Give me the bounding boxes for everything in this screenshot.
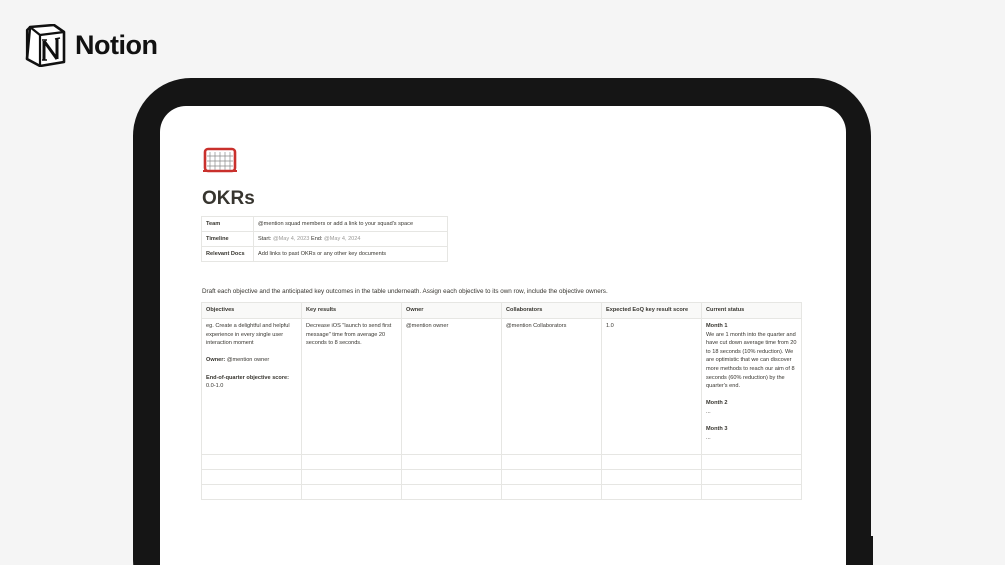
empty-row	[202, 485, 802, 500]
expected-score-cell[interactable]: 1.0	[602, 319, 702, 455]
month-1-label: Month 1	[706, 323, 728, 329]
month-3-label: Month 3	[706, 426, 728, 433]
column-header[interactable]: Owner	[402, 303, 502, 319]
property-key: Timeline	[202, 232, 254, 247]
key-results-cell[interactable]: Decrease iOS "launch to send first message" time from average 20 seconds to 8 seconds.	[302, 319, 402, 455]
empty-cell[interactable]	[502, 485, 602, 500]
column-header[interactable]: Expected EoQ key result score	[602, 303, 702, 319]
empty-cell[interactable]	[702, 455, 802, 470]
hockey-goal-icon[interactable]	[202, 146, 238, 174]
empty-row	[202, 455, 802, 470]
page-title: OKRs	[202, 188, 255, 209]
start-date-mention[interactable]: @May 4, 2023	[272, 236, 310, 242]
empty-cell[interactable]	[402, 470, 502, 485]
empty-cell[interactable]	[202, 470, 302, 485]
empty-cell[interactable]	[402, 485, 502, 500]
intro-text[interactable]: Draft each objective and the anticipated key outcomes in the table underneath. Assign each objective to its own row, include the objective owners.	[202, 288, 608, 295]
month-1-text: We are 1 month into the quarter and have cut down average time from 20 to 18 seconds (10% reduction). We are optimistic that we can discover more methods to reach our aim of 8 seconds (60% reduction) by the quarter's end.	[706, 331, 797, 390]
month-2-label: Month 2	[706, 400, 728, 407]
start-label: Start:	[258, 236, 272, 242]
notion-page	[160, 106, 846, 565]
empty-cell[interactable]	[502, 455, 602, 470]
brand-name: Notion	[75, 30, 158, 60]
properties-table	[201, 216, 448, 262]
property-value[interactable]: Add links to past OKRs or any other key documents	[254, 247, 448, 262]
month-2-text: ...	[706, 408, 711, 415]
empty-cell[interactable]	[302, 485, 402, 500]
empty-cell[interactable]	[502, 470, 602, 485]
property-row	[202, 232, 448, 247]
empty-cell[interactable]	[302, 470, 402, 485]
property-row	[202, 247, 448, 262]
property-value[interactable]: @mention squad members or add a link to your squad's space	[254, 217, 448, 232]
empty-cell[interactable]	[602, 455, 702, 470]
column-header[interactable]: Key results	[302, 303, 402, 319]
column-header[interactable]: Current status	[702, 303, 802, 319]
brand	[24, 24, 157, 67]
empty-cell[interactable]	[202, 455, 302, 470]
empty-cell[interactable]	[702, 470, 802, 485]
owner-cell[interactable]: @mention owner	[402, 319, 502, 455]
end-label: End:	[310, 236, 323, 242]
property-key: Relevant Docs	[202, 247, 254, 262]
owner-label: Owner:	[206, 357, 226, 364]
objective-text: eg. Create a delightful and helpful experience in every single user interaction moment	[206, 323, 290, 347]
score-label: End-of-quarter objective score:	[206, 374, 289, 381]
property-key: Team	[202, 217, 254, 232]
okr-table	[201, 302, 802, 500]
empty-cell[interactable]	[602, 470, 702, 485]
objective-owner	[206, 356, 297, 365]
collaborators-cell[interactable]: @mention Collaborators	[502, 319, 602, 455]
end-date-mention[interactable]: @May 4, 2024	[324, 236, 361, 242]
table-row	[202, 319, 802, 455]
owner-mention[interactable]: @mention owner	[226, 357, 270, 364]
empty-cell[interactable]	[402, 455, 502, 470]
property-row	[202, 217, 448, 232]
timeline-value[interactable]	[254, 232, 448, 247]
table-header-row	[202, 303, 802, 319]
month-3-text: ...	[706, 434, 711, 441]
column-header[interactable]: Objectives	[202, 303, 302, 319]
empty-cell[interactable]	[302, 455, 402, 470]
current-status-cell[interactable]	[702, 319, 802, 455]
empty-cell[interactable]	[602, 485, 702, 500]
notion-logo-icon	[24, 24, 67, 67]
empty-cell[interactable]	[702, 485, 802, 500]
objective-score	[206, 374, 297, 391]
objective-cell[interactable]	[202, 319, 302, 455]
tablet-side-button	[868, 536, 873, 565]
empty-row	[202, 470, 802, 485]
column-header[interactable]: Collaborators	[502, 303, 602, 319]
score-value: 0.0-1.0	[206, 383, 224, 390]
empty-cell[interactable]	[202, 485, 302, 500]
